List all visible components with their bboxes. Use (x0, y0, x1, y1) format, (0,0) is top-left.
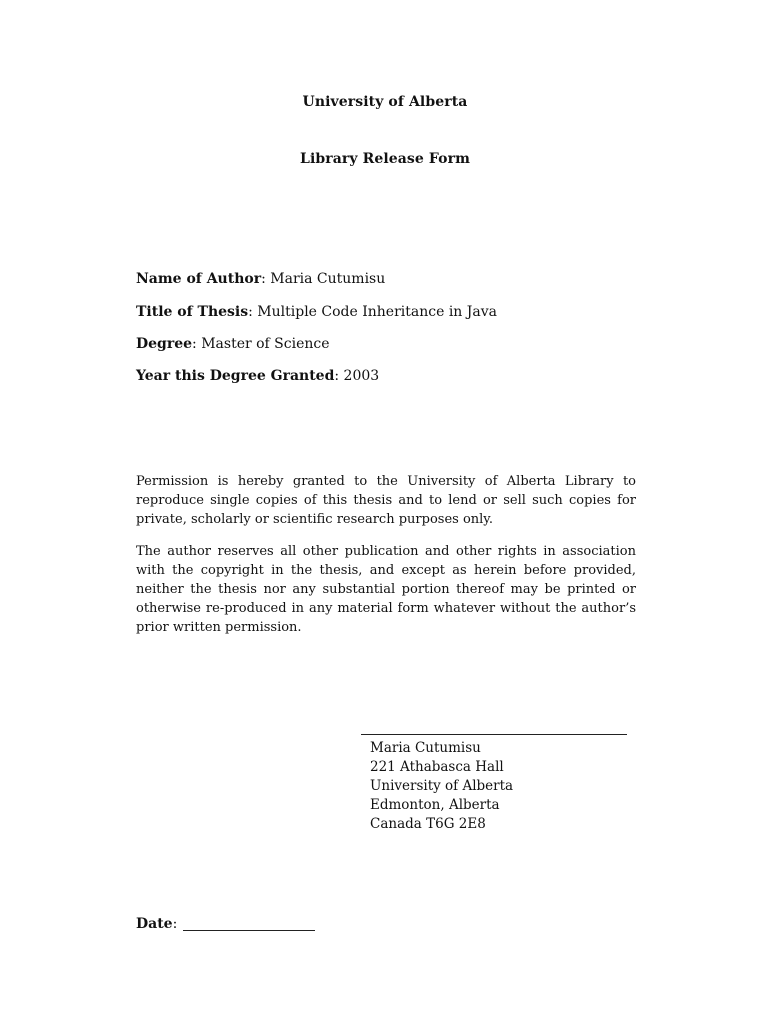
date-field (136, 916, 177, 932)
degree-colon: : (192, 336, 202, 352)
year-granted-field (136, 368, 379, 384)
author-value: Maria Cutumisu (270, 271, 386, 287)
thesis-title-field (136, 304, 497, 320)
author-label: Name of Author (136, 271, 262, 287)
thesis-title-value: Multiple Code Inheritance in Java (257, 304, 497, 320)
degree-field (136, 336, 330, 352)
date-blank-line (183, 930, 315, 931)
permission-paragraph: Permission is hereby granted to the University of Alberta Library to reproduce single copies of this thesis and to lend or sell such copies for private, scholarly or scientific research purposes only. (136, 474, 636, 527)
thesis-title-label: Title of Thesis (136, 304, 249, 320)
signatory-name: Maria Cutumisu (370, 740, 481, 756)
university-heading: University of Alberta (302, 94, 468, 110)
year-granted-value: 2003 (343, 368, 380, 384)
year-granted-label: Year this Degree Granted (136, 368, 335, 384)
year-granted-colon: : (334, 368, 344, 384)
address-line: 221 Athabasca Hall (370, 759, 504, 775)
date-colon: : (172, 916, 178, 932)
address-line: University of Alberta (370, 778, 514, 794)
rights-paragraph: The author reserves all other publication and other rights in association with the copyright in the thesis, and except as herein before provided, neither the thesis nor any substantial portion thereof may be printed or otherwise re-produced in any material form whatever without the author’s prior written permission. (136, 544, 636, 635)
author-address-block (370, 739, 513, 834)
degree-value: Master of Science (201, 336, 330, 352)
date-label: Date (136, 916, 173, 932)
thesis-title-colon: : (248, 304, 258, 320)
author-field (136, 271, 385, 287)
address-line: Edmonton, Alberta (370, 797, 500, 813)
address-line: Canada T6G 2E8 (370, 816, 486, 832)
author-colon: : (261, 271, 271, 287)
degree-label: Degree (136, 336, 193, 352)
signature-line (361, 734, 627, 735)
form-title: Library Release Form (300, 151, 470, 167)
